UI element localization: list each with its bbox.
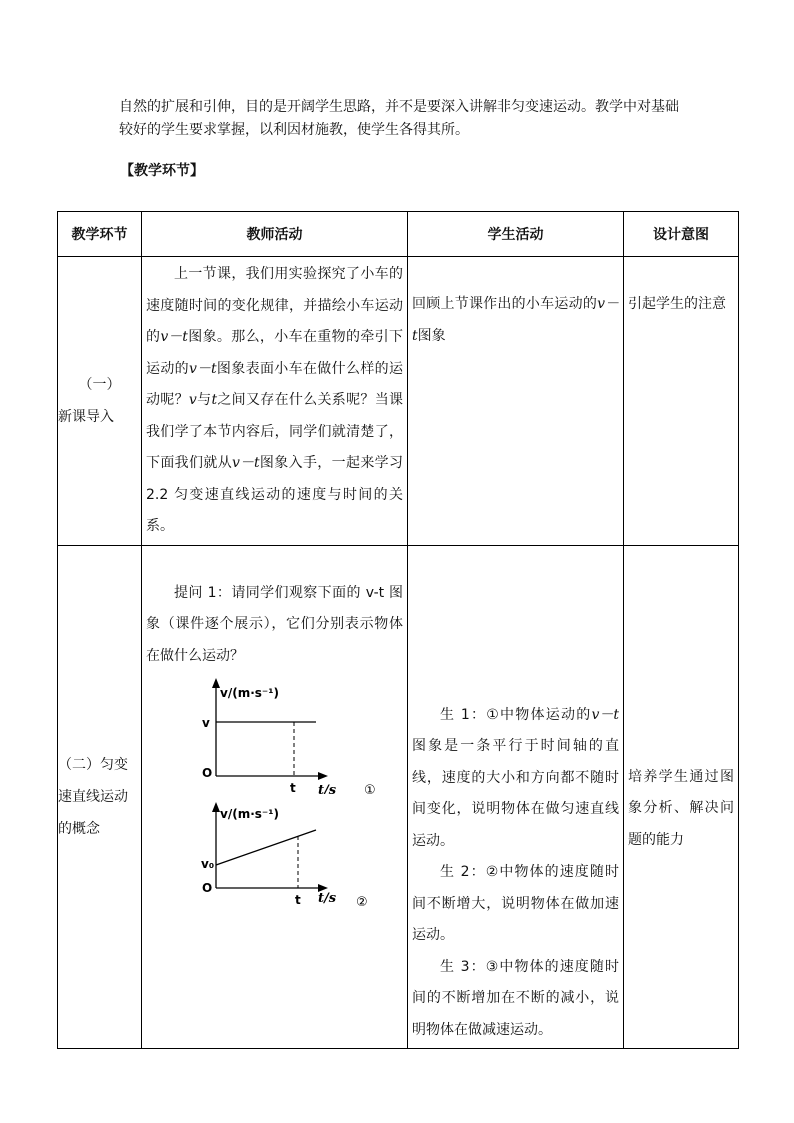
teacher-text-d: 与 xyxy=(196,392,212,408)
table-header-row xyxy=(58,212,739,257)
y-axis-label: v/(m·s⁻¹) xyxy=(220,807,279,821)
question-text: 提问 1：请同学们观察下面的 v-t 图象（课件逐个展示），它们分别表示物体在做什么运动？ xyxy=(146,584,403,664)
student-cell-2 xyxy=(408,545,624,1049)
student-text-a: 回顾上节课作出的小车运动的 xyxy=(412,296,598,312)
vt-symbol: v－t xyxy=(591,706,619,723)
stage-text-2: （二）匀变速直线运动的概念 xyxy=(58,756,128,837)
student-answer-1-b: 图象是一条平行于时间轴的直线，速度的大小和方向都不随时间变化，说明物体在做匀速直线运动。 xyxy=(412,738,619,849)
teacher-text-e: 之间又存在什么关系呢？当课我们学了本节内容后，同学们就清楚了，下面我们就从 xyxy=(146,392,404,471)
teacher-cell-2 xyxy=(142,545,408,1049)
student-answers xyxy=(408,546,623,1049)
t-symbol: t xyxy=(211,392,218,408)
graph-number: ② xyxy=(356,895,368,906)
origin-label: O xyxy=(202,881,213,895)
y-axis-label: v/(m·s⁻¹) xyxy=(220,686,279,700)
x-axis-arrow-icon xyxy=(318,772,328,780)
header-student: 学生活动 xyxy=(408,212,624,257)
x-axis-label: t/s xyxy=(318,783,337,794)
stage-cell-1 xyxy=(58,257,142,546)
student-text-1 xyxy=(408,257,623,354)
stage-line-2: 新课导入 xyxy=(58,408,114,425)
header-intent: 设计意图 xyxy=(624,212,739,257)
teacher-text-a: 上一节课，我们用实验探究了小车的速度随时间的变化规律，并描绘小车运动的 xyxy=(146,266,403,345)
vt-symbol: v－t xyxy=(189,360,217,377)
velocity-line xyxy=(216,830,316,865)
vt-symbol: v－t xyxy=(160,329,188,345)
teacher-text-b: 图象。那么，小车在重物的牵引下运动的 xyxy=(146,329,404,377)
header-stage: 教学环节 xyxy=(58,212,142,257)
y-tick-v0: v₀ xyxy=(201,857,215,871)
origin-label: O xyxy=(202,766,213,780)
intent-cell-2 xyxy=(624,545,739,1049)
student-answer-3: 生 3：③中物体的速度随时间的不断增加在不断的减小，说明物体在做减速运动。 xyxy=(412,958,619,1038)
student-cell-1 xyxy=(408,257,624,546)
y-tick-v: v xyxy=(202,716,210,730)
header-teacher: 教师活动 xyxy=(142,212,408,257)
v-symbol: v xyxy=(188,392,197,408)
teacher-text-c: 图象表面小车在做什么样的运动呢？ xyxy=(146,360,404,408)
section-heading: 【教学环节】 xyxy=(120,163,204,179)
vt-symbol: v－t xyxy=(412,296,619,344)
teacher-text-f: 图象入手，一起来学习 2.2 匀变速直线运动的速度与时间的关系。 xyxy=(146,455,404,534)
vt-graph-uniform xyxy=(142,674,404,794)
table-row xyxy=(58,257,739,546)
y-axis-arrow-icon xyxy=(212,802,220,812)
vt-graph-accelerating xyxy=(142,798,404,906)
x-tick-t: t xyxy=(290,781,296,794)
teacher-cell-1 xyxy=(142,257,408,546)
stage-cell-2 xyxy=(58,545,142,1049)
intro-line-2: 较好的学生要求掌握，以利因材施教，使学生各得其所。 xyxy=(119,122,469,138)
intent-text-1: 引起学生的注意 xyxy=(628,296,726,312)
student-answer-1 xyxy=(408,698,623,858)
vt-symbol: v－t xyxy=(232,455,260,471)
student-answer-2: 生 2：②中物体的速度随时间不断增大，说明物体在做加速运动。 xyxy=(412,864,619,943)
student-text-b: 图象 xyxy=(417,327,446,344)
intro-paragraph xyxy=(119,96,709,142)
graph-number: ① xyxy=(364,783,376,794)
x-tick-t: t xyxy=(295,893,301,906)
teacher-text-1 xyxy=(142,257,407,545)
intro-line-1: 自然的扩展和引伸，目的是开阔学生思路，并不是要深入讲解非匀变速运动。教学中对基础 xyxy=(119,99,679,115)
stage-line-1: （一） xyxy=(78,376,121,393)
student-answer-1-a: 生 1：①中物体运动的 xyxy=(440,706,592,723)
x-axis-label: t/s xyxy=(318,891,337,906)
intent-text-2: 培养学生通过图象分析、解决问题的能力 xyxy=(628,768,734,848)
intent-cell-1 xyxy=(624,257,739,546)
lesson-table xyxy=(57,211,739,1049)
table-row xyxy=(58,545,739,1049)
y-axis-arrow-icon xyxy=(212,678,220,688)
